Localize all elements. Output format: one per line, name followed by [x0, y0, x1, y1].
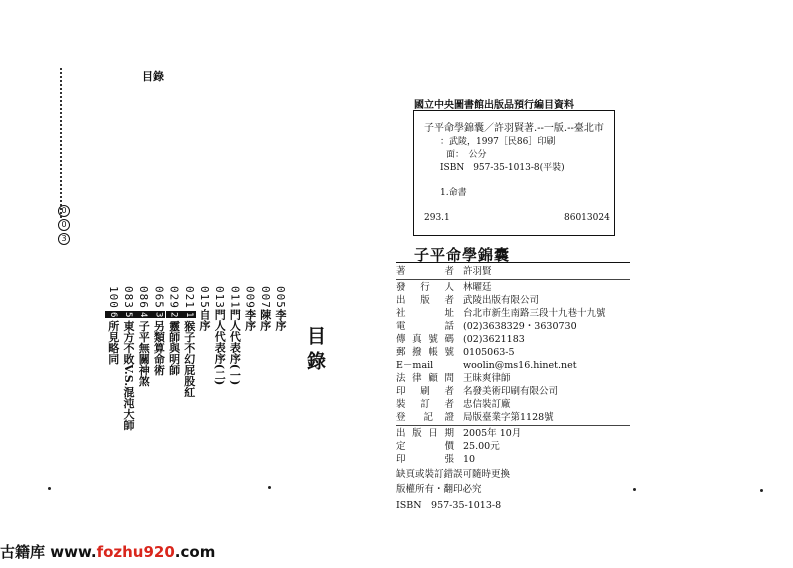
colophon-label: 定 價: [396, 441, 454, 452]
toc-chapter-tag: 5: [120, 311, 135, 318]
colophon-value: 2005年 10月: [463, 428, 522, 439]
toc-entry-text: 所見略同: [106, 320, 120, 365]
toc-page-number: 029: [167, 286, 181, 309]
colophon-value: 0105063-5: [463, 347, 515, 358]
colophon-row: [396, 411, 630, 424]
colophon-label: 電 話: [396, 321, 454, 332]
toc-entry: [244, 286, 257, 331]
colophon-row: [396, 265, 630, 278]
isbn-bottom: ISBN 957-35-1013-8: [396, 500, 502, 511]
colophon-label: 著 者: [396, 266, 454, 277]
book-title: 子平命學錦囊: [414, 246, 511, 264]
watermark-tld: .com: [174, 543, 216, 561]
colophon-row: [396, 346, 630, 359]
colophon-divider: [396, 425, 630, 426]
toc-chapter-tag: 1: [181, 311, 196, 318]
watermark: [0, 541, 220, 561]
toc-page-number: 007: [258, 286, 272, 309]
toc-entry: [198, 286, 211, 331]
colophon-label: 登 記 證: [396, 412, 454, 423]
colophon-value: 武陵出版有限公司: [463, 295, 540, 306]
toc-entry-text: 陳序: [258, 308, 272, 331]
toc-entry: [122, 286, 135, 430]
colophon-row: [396, 398, 630, 411]
cip-class-number: 293.1: [424, 213, 450, 223]
cip-line-publisher: ：武陵，1997［民86］印刷: [440, 137, 556, 147]
colophon-row: [396, 372, 630, 385]
colophon-label: 印 刷 者: [396, 386, 454, 397]
scan-speck: [268, 486, 271, 489]
colophon-label: 出版日期: [396, 428, 454, 439]
toc-page-number: 009: [243, 286, 257, 309]
toc-entry: [274, 286, 287, 331]
cip-record-box: [413, 110, 615, 236]
toc-entry-text: 李序: [274, 308, 287, 331]
page-number-digit: 3: [58, 233, 70, 245]
toc-entry-text: 另類算命術: [152, 320, 166, 376]
page-number-digit: 0: [58, 205, 70, 217]
cip-line-subject: 1.命書: [440, 188, 467, 198]
colophon-row: [396, 440, 630, 453]
colophon-value: (02)3638329・3630730: [463, 321, 577, 332]
toc-entry: [168, 286, 181, 375]
toc-entry-text: 東方不敗V.S.混沌大師: [122, 320, 135, 431]
toc-page-number: 100: [106, 286, 120, 309]
toc-page-number: 011: [228, 286, 242, 309]
cip-record-number: 86013024: [564, 213, 610, 223]
watermark-site-name: 古籍库: [0, 543, 46, 561]
left-page-number: [58, 205, 70, 247]
colophon-value: 名發美術印刷有限公司: [463, 386, 559, 397]
colophon-value: woolin@ms16.hinet.net: [463, 360, 577, 371]
colophon-label: E－mail: [396, 360, 434, 371]
toc-chapter-tag: 2: [166, 311, 181, 318]
colophon-row: [396, 359, 630, 372]
colophon-label: 發行人: [396, 282, 454, 293]
toc-page-number: 086: [137, 286, 151, 309]
colophon-value: 局版臺業字第1128號: [463, 412, 554, 423]
title-rule: [396, 262, 630, 263]
toc-page-number: 083: [122, 286, 135, 309]
toc-chapter-tag: 4: [135, 311, 150, 318]
toc-page-number: 013: [213, 286, 227, 309]
cip-line-title: 子平命學錦囊／許羽賢著.--一版.--臺北市: [424, 123, 604, 134]
colophon-row: [396, 294, 630, 307]
colophon-label: 郵撥帳號: [396, 347, 454, 358]
toc-entry: [137, 286, 150, 386]
colophon-value: 林曜廷: [463, 282, 492, 293]
colophon-value: 王昧爽律師: [463, 373, 511, 384]
toc-page-number: 021: [182, 286, 196, 309]
colophon-label: 傳真號碼: [396, 334, 454, 345]
toc-entry-text: 自序: [198, 308, 211, 331]
toc-chapter-tag: 6: [105, 311, 120, 318]
colophon-label: 印 張: [396, 454, 454, 465]
colophon-value: 台北市新生南路三段十九巷十九號: [463, 308, 606, 319]
watermark-www: www.: [45, 543, 97, 561]
toc-entry: [107, 286, 120, 364]
colophon-row: [396, 333, 630, 346]
toc-entry: [259, 286, 272, 331]
cip-line-isbn: ISBN 957-35-1013-8(平裝): [440, 163, 565, 173]
left-page-header-rule: [60, 68, 72, 218]
colophon-value: 忠信裝訂廠: [463, 399, 511, 410]
colophon-row: [396, 453, 630, 466]
scan-speck: [633, 488, 636, 491]
colophon-row: [396, 385, 630, 398]
colophon-row: [396, 320, 630, 333]
colophon-rows: [396, 265, 630, 466]
toc-entry-text: 子平無關神煞: [137, 320, 151, 387]
colophon: [396, 265, 630, 512]
toc-entry-text: 門人代表序(一): [228, 308, 242, 386]
toc-entry-text: 靈師與明師: [167, 320, 181, 376]
colophon-label: 出版者: [396, 295, 454, 306]
colophon-value: 10: [463, 454, 476, 465]
scan-speck: [48, 487, 51, 490]
toc-page-number: 005: [274, 286, 287, 309]
colophon-label: 裝 訂 者: [396, 399, 454, 410]
colophon-label: 社 址: [396, 308, 454, 319]
colophon-divider: [396, 279, 630, 280]
colophon-row: [396, 281, 630, 294]
cip-heading: 國立中央圖書館出版品預行編目資料: [414, 100, 574, 111]
toc-title: 目錄: [304, 326, 326, 376]
toc-entry-text: 門人代表序(二): [213, 308, 227, 386]
colophon-label: 法律顧問: [396, 373, 454, 384]
copyright-notice: 版權所有・翻印必究: [396, 484, 482, 495]
exchange-notice: 缺頁或裝訂錯誤可隨時更換: [396, 469, 511, 480]
toc-entry: [228, 286, 241, 385]
colophon-value: 25.00元: [463, 441, 500, 452]
toc-page-number: 015: [198, 286, 211, 309]
colophon-row: [396, 427, 630, 440]
toc-page-number: 065: [152, 286, 166, 309]
toc-chapter-tag: 3: [150, 311, 165, 318]
toc-entry-text: 猴子不幻屁股紅: [182, 320, 196, 398]
toc-entry: [152, 286, 165, 375]
page-number-digit: 0: [58, 219, 70, 231]
cip-line-pages: 面： 公分: [446, 150, 487, 160]
colophon-row: [396, 307, 630, 320]
toc-entry: [183, 286, 196, 397]
left-page-header-title: 目錄: [142, 70, 164, 83]
scan-speck: [760, 489, 763, 492]
colophon-value: 許羽賢: [463, 266, 492, 277]
watermark-domain: fozhu920: [96, 543, 175, 561]
toc-entry-text: 李序: [243, 308, 257, 331]
colophon-value: (02)3621183: [463, 334, 525, 345]
toc-entry: [213, 286, 226, 385]
